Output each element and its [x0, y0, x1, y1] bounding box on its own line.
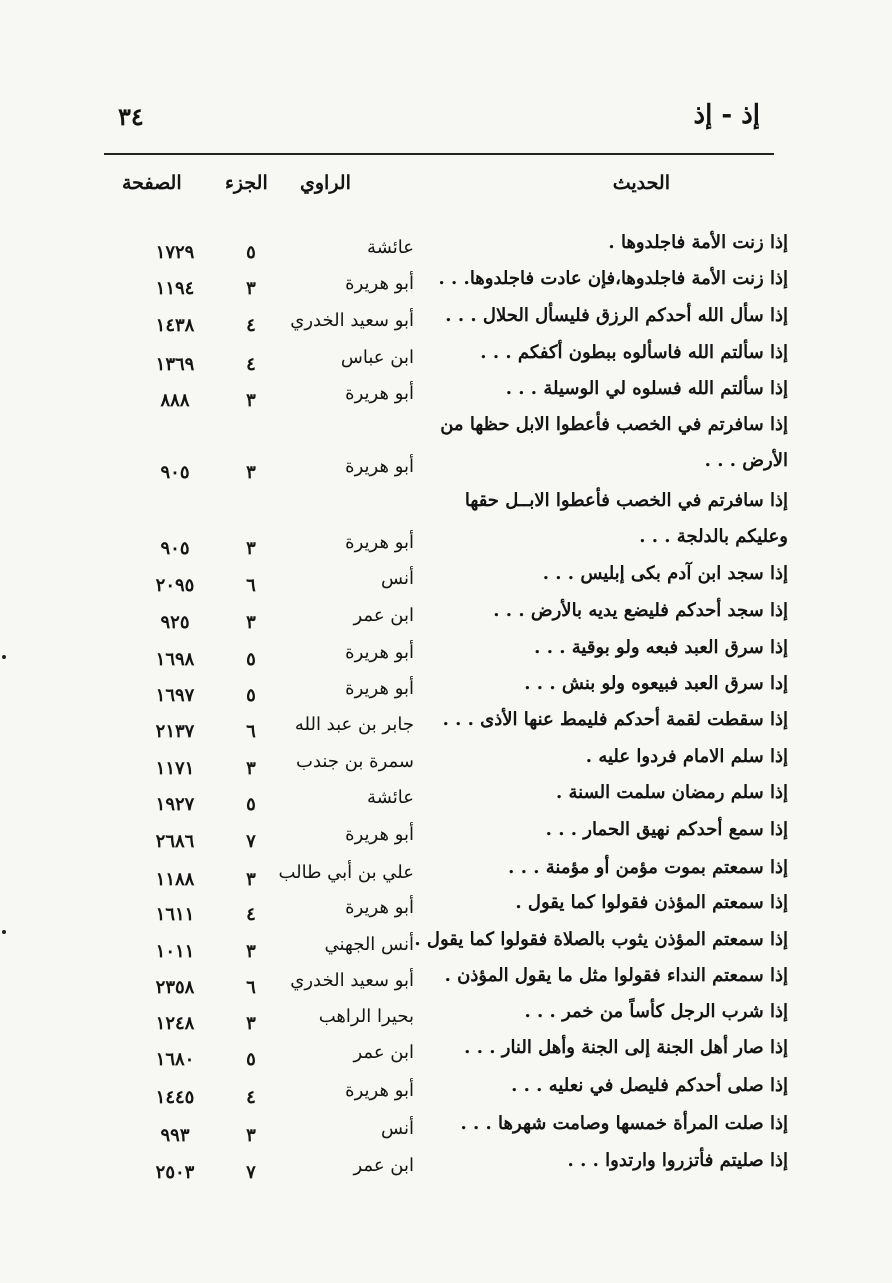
- page-reference: ١٧٢٩: [155, 242, 195, 263]
- narrator-name: علي بن أبي طالب: [278, 862, 414, 883]
- page-reference: ٢٦٨٦: [155, 831, 195, 852]
- part-number: ٤: [246, 315, 256, 336]
- narrator-name: أبو هريرة: [345, 678, 414, 699]
- narrator-name: أنس: [381, 568, 414, 589]
- page-reference: ٢٠٩٥: [155, 575, 195, 596]
- table-row: [0, 892, 892, 926]
- hadith-text: إدا سرق العبد فبيعوه ولو بنش . . .: [524, 673, 788, 694]
- table-row: [0, 1001, 892, 1035]
- hadith-text: إذا سألتم الله فسلوه لي الوسيلة . . .: [505, 378, 788, 399]
- hadith-text: إذا سمع أحدكم نهيق الحمار . . .: [545, 819, 788, 840]
- table-row: [0, 305, 892, 339]
- narrator-name: أنس: [381, 1118, 414, 1139]
- table-row: [0, 232, 892, 266]
- hadith-text: إذا سجد أحدكم فليضع يديه بالأرض . . .: [493, 600, 788, 621]
- page-reference: ١٦٩٧: [155, 685, 195, 706]
- hadith-text: إذا سمعتم المؤذن فقولوا كما يقول .: [515, 892, 788, 913]
- part-number: ٣: [246, 758, 256, 779]
- table-row: [0, 600, 892, 634]
- part-number: ٣: [246, 1125, 256, 1146]
- table-row: [0, 965, 892, 999]
- narrator-name: ابن عمر: [353, 1155, 414, 1176]
- narrator-name: أبو سعيد الخدري: [290, 310, 414, 331]
- table-row: [0, 268, 892, 302]
- page-reference: ١٣٦٩: [155, 354, 195, 375]
- part-number: ٦: [246, 977, 256, 998]
- hadith-text: إذا سافرتم في الخصب فأعطوا الابل حظها من: [440, 414, 788, 435]
- page-reference: ١١٨٨: [155, 869, 195, 890]
- table-row: [0, 1075, 892, 1109]
- table-row: [0, 819, 892, 853]
- page-reference: ١١٧١: [155, 758, 195, 779]
- table-row: [0, 1037, 892, 1071]
- column-header-hadith: الحديث: [612, 172, 670, 194]
- hadith-text: إذا زنت الأمة فاجلدوها،فإن عادت فاجلدوها. . .: [438, 268, 788, 289]
- scan-speck: [2, 655, 6, 659]
- hadith-text: إذا سافرتم في الخصب فأعطوا الابــل حقها: [464, 490, 788, 511]
- column-header-narrator: الراوي: [300, 172, 351, 194]
- part-number: ٦: [246, 575, 256, 596]
- page-reference: ١٩٢٧: [155, 794, 195, 815]
- narrator-name: ابن عمر: [353, 605, 414, 626]
- narrator-name: جابر بن عبد الله: [294, 714, 414, 735]
- narrator-name: أبو سعيد الخدري: [290, 970, 414, 991]
- narrator-name: أنس الجهني: [324, 934, 414, 955]
- column-header-part: الجزء: [225, 172, 268, 194]
- table-row: [0, 378, 892, 412]
- hadith-text: إذا سمعتم بموت مؤمن أو مؤمنة . . .: [508, 857, 788, 878]
- hadith-text: إذا سألتم الله فاسألوه ببطون أكفكم . . .: [480, 342, 788, 363]
- hadith-text-continuation: وعليكم بالدلجة . . .: [639, 526, 788, 547]
- page-reference: ١٤٤٥: [155, 1087, 195, 1108]
- narrator-name: أبو هريرة: [345, 897, 414, 918]
- hadith-text: إذا سمعتم النداء فقولوا مثل ما يقول المؤذن .: [444, 965, 788, 986]
- page-reference: ٢٣٥٨: [155, 977, 195, 998]
- part-number: ٥: [246, 685, 256, 706]
- hadith-text: إذا سجد ابن آدم بكى إبليس . . .: [542, 563, 788, 584]
- page-reference: ٢١٣٧: [155, 721, 195, 742]
- table-row: [0, 673, 892, 707]
- hadith-text: إذا صار أهل الجنة إلى الجنة وأهل النار . . .: [464, 1037, 788, 1058]
- part-number: ٤: [246, 1087, 256, 1108]
- narrator-name: سمرة بن جندب: [296, 751, 414, 772]
- part-number: ٣: [246, 612, 256, 633]
- narrator-name: عائشة: [367, 787, 414, 808]
- page-reference: ١٤٣٨: [155, 315, 195, 336]
- page-reference: ٩٠٥: [160, 462, 190, 483]
- narrator-name: أبو هريرة: [345, 642, 414, 663]
- part-number: ٣: [246, 869, 256, 890]
- page-reference: ١٦٨٠: [155, 1049, 195, 1070]
- table-row: [0, 1113, 892, 1147]
- table-row: [0, 709, 892, 743]
- narrator-name: عائشة: [367, 237, 414, 258]
- hadith-text: إذا سأل الله أحدكم الرزق فليسأل الحلال . . .: [445, 305, 788, 326]
- page-reference: ٩٢٥: [160, 612, 190, 633]
- table-row: [0, 637, 892, 671]
- hadith-text: إذا زنت الأمة فاجلدوها .: [608, 232, 788, 253]
- page-reference: ٢٥٠٣: [155, 1162, 195, 1183]
- table-row: [0, 782, 892, 816]
- page-reference: ٩٩٣: [160, 1125, 190, 1146]
- part-number: ٧: [246, 1162, 256, 1183]
- table-row: [0, 746, 892, 780]
- table-row: [0, 563, 892, 597]
- part-number: ٤: [246, 354, 256, 375]
- hadith-text: إذا سلم رمضان سلمت السنة .: [555, 782, 788, 803]
- hadith-text-continuation: الأرض . . .: [704, 450, 788, 471]
- part-number: ٣: [246, 941, 256, 962]
- hadith-text: إذا صلى أحدكم فليصل في نعليه . . .: [511, 1075, 788, 1096]
- part-number: ٣: [246, 390, 256, 411]
- narrator-name: أبو هريرة: [345, 456, 414, 477]
- scan-speck: [2, 930, 6, 934]
- part-number: ٤: [246, 904, 256, 925]
- hadith-text: إذا شرب الرجل كأساً من خمر . . .: [524, 1001, 788, 1022]
- part-number: ٥: [246, 649, 256, 670]
- part-number: ٥: [246, 794, 256, 815]
- table-row: [0, 414, 892, 484]
- page-reference: ١٠١١: [155, 941, 195, 962]
- narrator-name: ابن عمر: [353, 1042, 414, 1063]
- hadith-text: إذا سرق العبد فبعه ولو بوقية . . .: [534, 637, 788, 658]
- hadith-text: إذا صلت المرأة خمسها وصامت شهرها . . .: [460, 1113, 788, 1134]
- part-number: ٧: [246, 831, 256, 852]
- hadith-text: إذا صليتم فأتزروا وارتدوا . . .: [567, 1150, 788, 1171]
- page-reference: ١٦٩٨: [155, 649, 195, 670]
- column-header-page: الصفحة: [122, 172, 182, 194]
- page-number: ٣٤: [118, 102, 144, 131]
- narrator-name: أبو هريرة: [345, 273, 414, 294]
- narrator-name: أبو هريرة: [345, 532, 414, 553]
- table-row: [0, 929, 892, 963]
- narrator-name: أبو هريرة: [345, 383, 414, 404]
- hadith-text: إذا سمعتم المؤذن يثوب بالصلاة فقولوا كما يقول .: [414, 929, 788, 950]
- page-reference: ٨٨٨: [160, 390, 190, 411]
- entry-range: إذ - إذ: [693, 100, 760, 130]
- table-row: [0, 490, 892, 560]
- hadith-text: إذا سقطت لقمة أحدكم فليمط عنها الأذى . . .: [442, 709, 788, 730]
- narrator-name: أبو هريرة: [345, 824, 414, 845]
- part-number: ٦: [246, 721, 256, 742]
- part-number: ٣: [246, 538, 256, 559]
- part-number: ٥: [246, 1049, 256, 1070]
- part-number: ٣: [246, 462, 256, 483]
- page-reference: ١٦١١: [155, 904, 195, 925]
- table-row: [0, 342, 892, 376]
- narrator-name: أبو هريرة: [345, 1080, 414, 1101]
- page-reference: ١٢٤٨: [155, 1013, 195, 1034]
- hadith-text: إذا سلم الامام فردوا عليه .: [585, 746, 788, 767]
- page-reference: ٩٠٥: [160, 538, 190, 559]
- part-number: ٥: [246, 242, 256, 263]
- narrator-name: بحيرا الراهب: [318, 1006, 414, 1027]
- page-reference: ١١٩٤: [155, 278, 195, 299]
- narrator-name: ابن عباس: [340, 347, 414, 368]
- table-row: [0, 857, 892, 891]
- table-row: [0, 1150, 892, 1184]
- part-number: ٣: [246, 278, 256, 299]
- part-number: ٣: [246, 1013, 256, 1034]
